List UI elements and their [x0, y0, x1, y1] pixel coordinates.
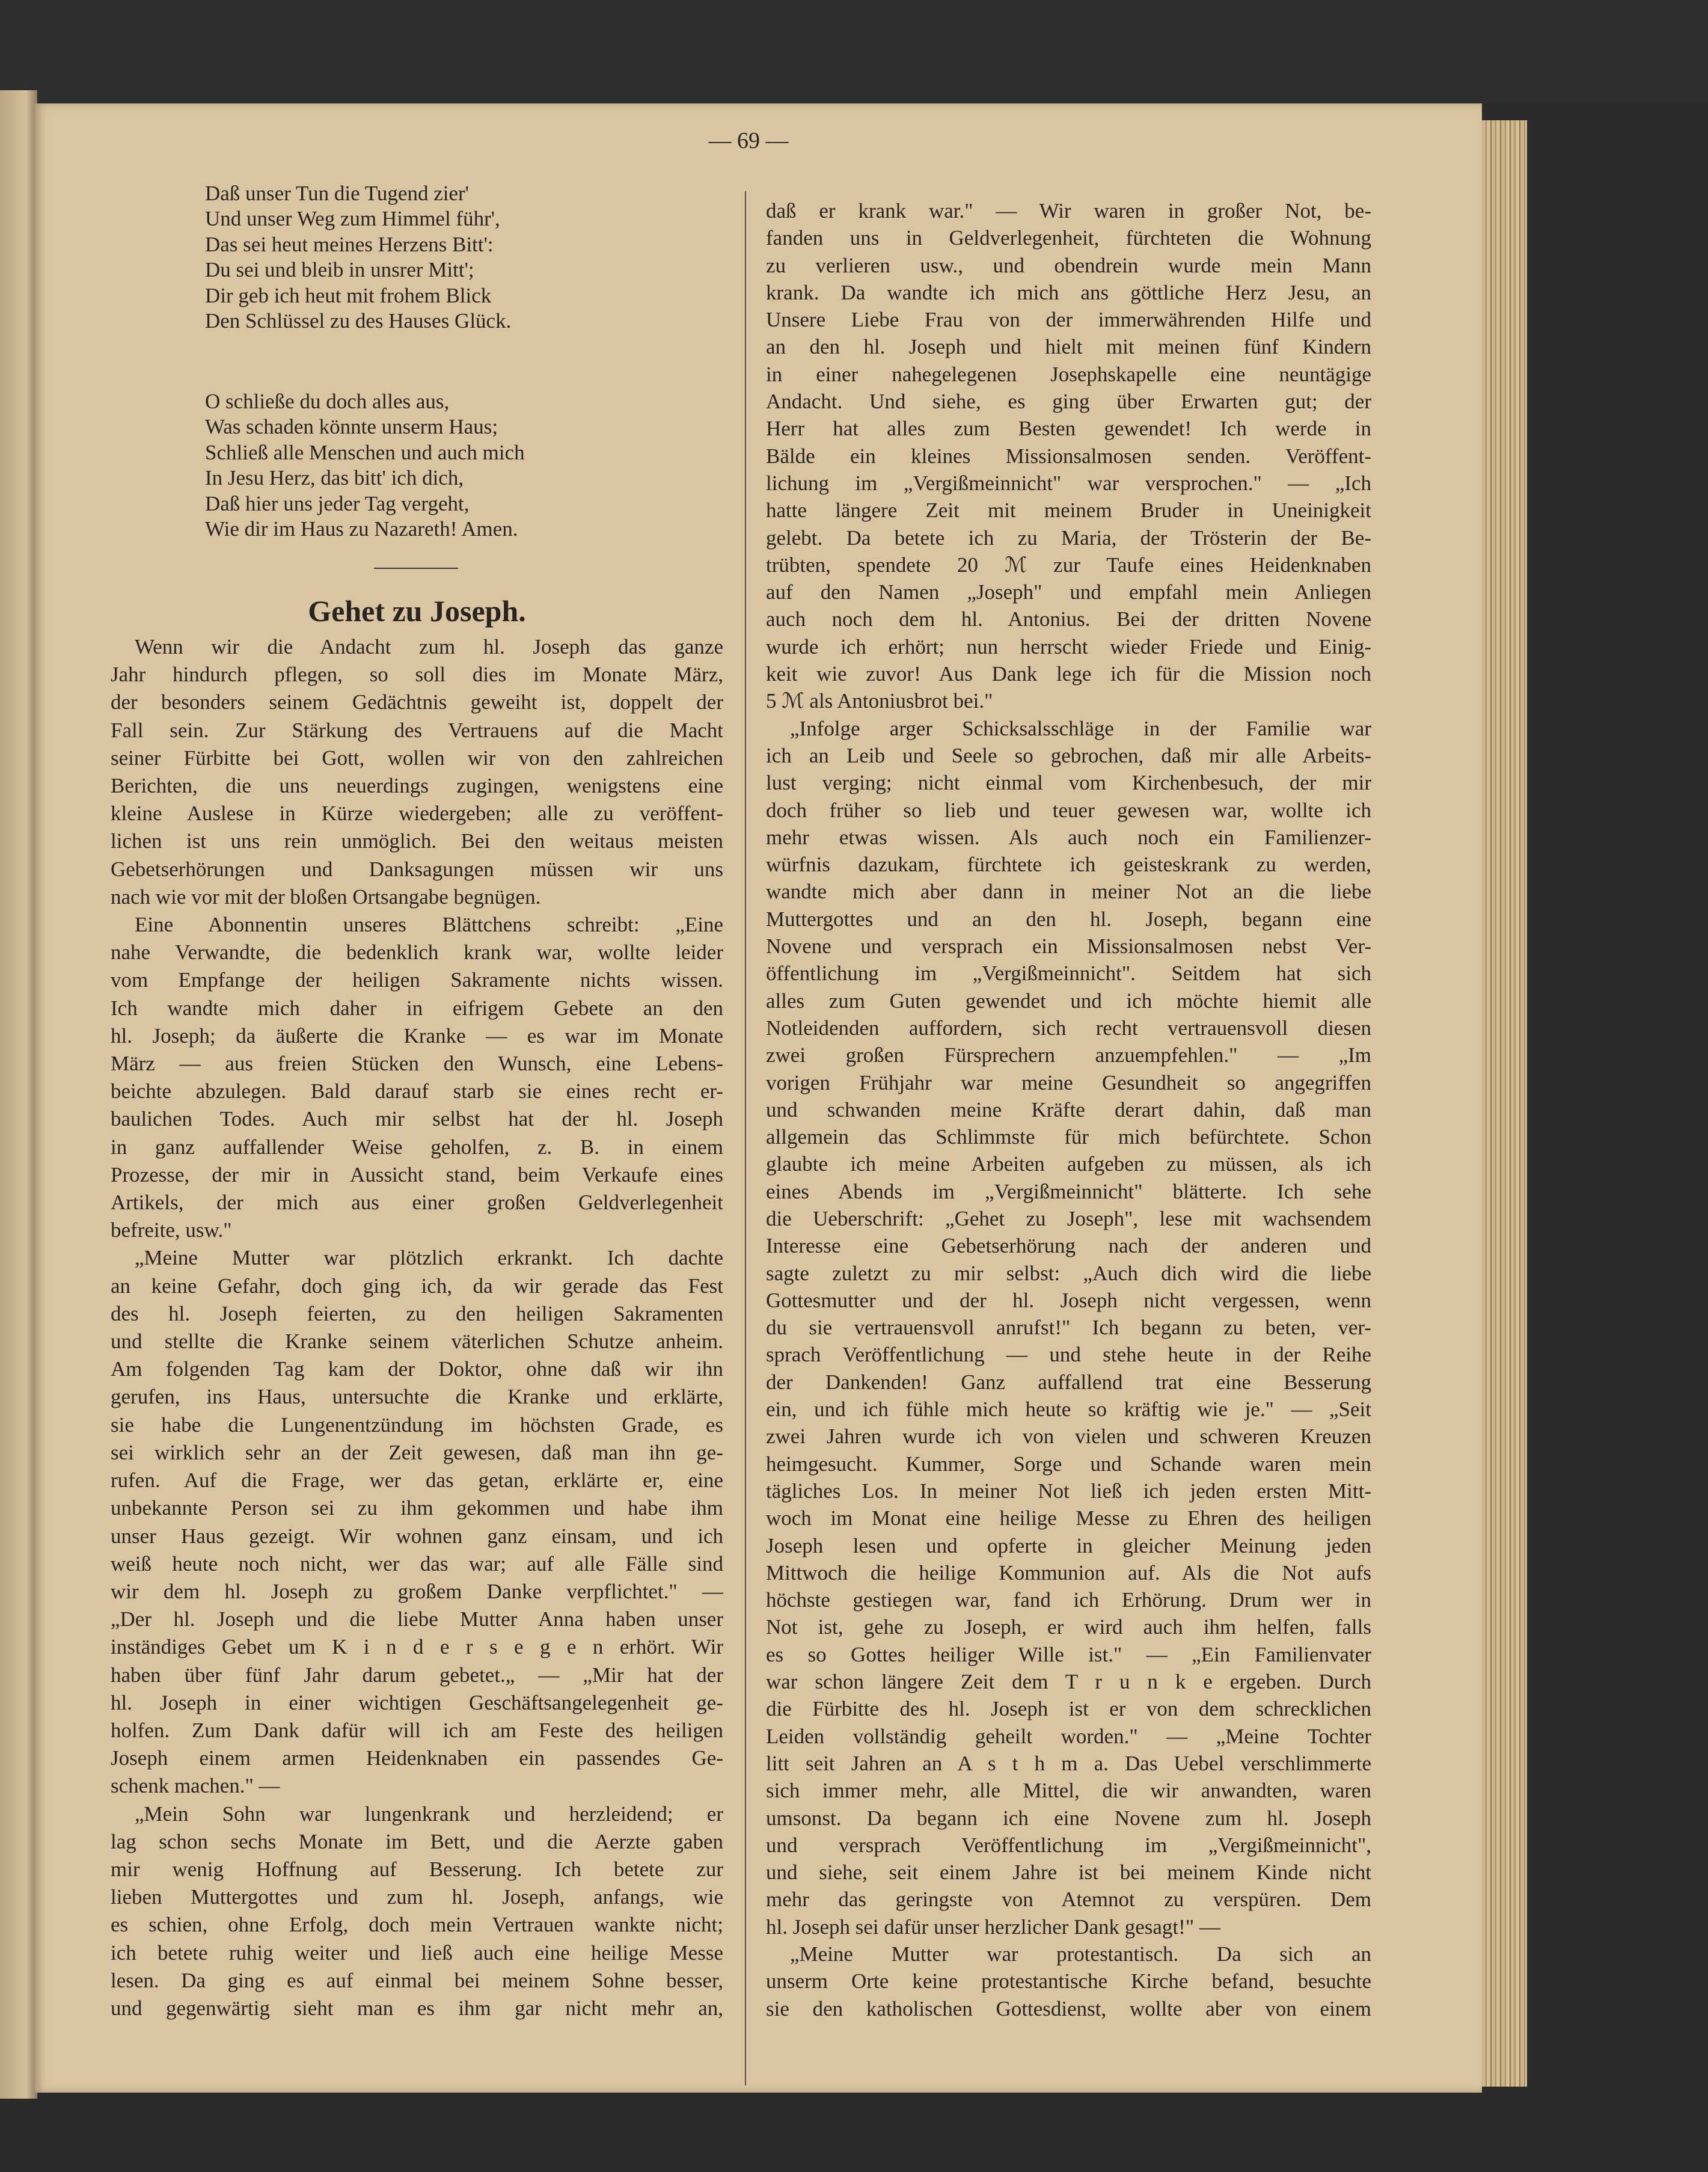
text-line: zu verlieren usw., und obendrein wurde mein Mann	[766, 253, 1371, 277]
text-line: öffentlichung im „Vergißmeinnicht". Seitdem hat sich	[766, 962, 1371, 986]
text-line: „Infolge arger Schicksalsschläge in der Familie war	[790, 716, 1371, 740]
text-line: nach wie vor mit der bloßen Ortsangabe begnügen.	[111, 885, 541, 909]
text-line: ein, und ich fühle mich heute so kräftig wie je." — „Seit	[766, 1397, 1371, 1422]
text-line: tägliches Los. In meiner Not ließ ich jeden ersten Mitt-	[766, 1479, 1371, 1503]
text-line: Not ist, gehe zu Joseph, er wird auch ihm helfen, falls	[766, 1615, 1371, 1639]
text-line: vom Empfange der heiligen Sakramente nichts wissen.	[111, 968, 723, 992]
text-line: lichung im „Vergißmeinnicht" war versprochen." — „Ich	[766, 471, 1371, 495]
text-line: lust verging; nicht einmal vom Kirchenbesuch, der mir	[766, 771, 1371, 795]
paragraph	[111, 1800, 723, 2023]
text-line: gelebt. Da betete ich zu Maria, der Trösterin der Be-	[766, 526, 1371, 550]
text-line: „Der hl. Joseph und die liebe Mutter Anna haben unser	[111, 1607, 723, 1631]
text-line: inständiges Gebet um K i n d e r s e g e n erhört. Wir	[111, 1635, 723, 1659]
text-line: wurde ich erhört; nun herrscht wieder Friede und Einig-	[766, 634, 1371, 658]
text-line: Leiden vollständig geheilt worden." — „Meine Tochter	[766, 1724, 1371, 1748]
paragraph	[111, 1244, 723, 1800]
text-line: der Dankenden! Ganz auffallend trat eine Besserung	[766, 1370, 1371, 1394]
text-line: lag schon sechs Monate im Bett, und die Aerzte gaben	[111, 1829, 723, 1853]
text-line: beichte abzulegen. Bald darauf starb sie eines recht er-	[111, 1079, 723, 1103]
text-line: hatte längere Zeit mit meinem Bruder in Uneinigkeit	[766, 499, 1371, 523]
text-line: 5 ℳ als Antoniusbrot bei."	[766, 689, 993, 713]
text-line: mir wenig Hoffnung auf Besserung. Ich betete zur	[111, 1857, 723, 1881]
text-line: alles zum Guten gewendet und ich möchte hiemit alle	[766, 989, 1371, 1013]
text-line: umsonst. Da begann ich eine Novene zum hl. Joseph	[766, 1806, 1371, 1830]
paragraph	[766, 1940, 1371, 2022]
text-line: „Meine Mutter war plötzlich erkrankt. Ich dachte	[135, 1246, 723, 1270]
poem-stanza	[205, 181, 511, 334]
text-line: kleine Auslese in Kürze wiedergeben; alle zu veröffent-	[111, 802, 723, 826]
text-line: und siehe, seit einem Jahre ist bei meinem Kinde nicht	[766, 1861, 1371, 1885]
paragraph	[766, 715, 1371, 1940]
text-line: baulichen Todes. Auch mir selbst hat der hl. Joseph	[111, 1107, 723, 1131]
text-line: unser Haus gezeigt. Wir wohnen ganz einsam, und ich	[111, 1524, 723, 1548]
text-line: Ich wandte mich daher in eifrigem Gebete an den	[111, 996, 723, 1020]
text-line: sei wirklich sehr an der Zeit gewesen, daß man ihn ge-	[111, 1440, 723, 1464]
text-line: schenk machen." —	[111, 1774, 280, 1798]
text-line: lichen ist uns rein unmöglich. Bei den weitaus meisten	[111, 829, 723, 853]
text-line: Eine Abonnentin unseres Blättchens schreibt: „Eine	[135, 913, 723, 937]
text-line: in einer nahegelegenen Josephskapelle eine neuntägige	[766, 362, 1371, 386]
page-edges	[1482, 120, 1527, 2087]
paragraph	[111, 633, 723, 911]
text-line: wandte mich aber dann in meiner Not an die liebe	[766, 880, 1371, 904]
text-line: zwei großen Fürsprechern anzuempfehlen." — „Im	[766, 1043, 1371, 1067]
text-line: lesen. Da ging es auf einmal bei meinem Sohne besser,	[111, 1968, 723, 1992]
text-line: März — aus freien Stücken den Wunsch, eine Lebens-	[111, 1052, 723, 1076]
text-line: es schien, ohne Erfolg, doch mein Vertrauen wankte nicht;	[111, 1913, 723, 1937]
poem-line: In Jesu Herz, das bitt' ich dich,	[205, 466, 464, 490]
text-line: an keine Gefahr, doch ging ich, da wir gerade das Fest	[111, 1274, 723, 1298]
text-line: Bälde ein kleines Missionsalmosen senden. Veröffent-	[766, 444, 1371, 468]
text-line: woch im Monat eine heilige Messe zu Ehren des heiligen	[766, 1506, 1371, 1530]
text-line: sich immer mehr, alle Mittel, die wir anwandten, waren	[766, 1779, 1371, 1803]
text-line: „Mein Sohn war lungenkrank und herzleidend; er	[135, 1802, 723, 1826]
text-line: auf den Namen „Joseph" und empfahl mein Anliegen	[766, 580, 1371, 604]
text-line: die Ueberschrift: „Gehet zu Joseph", lese mit wachsendem	[766, 1206, 1371, 1230]
background	[0, 0, 1708, 103]
text-line: Interesse eine Gebetserhörung nach der anderen und	[766, 1234, 1371, 1258]
text-line: zwei Jahren wurde ich von vielen und schweren Kreuzen	[766, 1425, 1371, 1449]
text-line: Notleidenden auffordern, sich recht vertrauensvoll diesen	[766, 1016, 1371, 1040]
text-line: es so Gottes heiliger Wille ist." — „Ein Familienvater	[766, 1642, 1371, 1666]
text-line: an den hl. Joseph und hielt mit meinen fünf Kindern	[766, 335, 1371, 359]
text-line: die Fürbitte des hl. Joseph ist er von dem schrecklichen	[766, 1697, 1371, 1721]
text-line: eines Abends im „Vergißmeinnicht" blätterte. Ich sehe	[766, 1179, 1371, 1203]
text-line: Gottesmutter und der hl. Joseph nicht vergessen, wenn	[766, 1288, 1371, 1312]
text-line: wir dem hl. Joseph zu großem Danke verpflichtet." —	[111, 1579, 723, 1603]
left-column	[111, 633, 723, 2022]
text-line: auch noch dem hl. Antonius. Bei der dritten Novene	[766, 607, 1371, 631]
text-line: unbekannte Person sei zu ihm gekommen und habe ihm	[111, 1496, 723, 1520]
section-separator	[374, 568, 458, 569]
text-line: lieben Muttergottes und zum hl. Joseph, anfangs, wie	[111, 1885, 723, 1909]
poem-line: Was schaden könnte unserm Haus;	[205, 415, 498, 439]
text-line: unserm Orte keine protestantische Kirche befand, besuchte	[766, 1969, 1371, 1993]
text-line: Fall sein. Zur Stärkung des Vertrauens auf die Macht	[111, 718, 723, 742]
text-line: würfnis dazukam, fürchtete ich geisteskrank zu werden,	[766, 853, 1371, 877]
text-line: Gebetserhörungen und Danksagungen müssen wir uns	[111, 857, 723, 881]
paragraph	[111, 911, 723, 1244]
text-line: Prozesse, der mir in Aussicht stand, beim Verkaufe eines	[111, 1162, 723, 1186]
text-line: ich an Leib und Seele so gebrochen, daß mir alle Arbeits-	[766, 743, 1371, 767]
text-line: vorigen Frühjahr war meine Gesundheit so angegriffen	[766, 1070, 1371, 1094]
poem-stanza	[205, 389, 525, 542]
text-line: rufen. Auf die Frage, wer das getan, erklärte er, eine	[111, 1468, 723, 1492]
text-line: höchste gestiegen war, fand ich Erhörung. Drum wer in	[766, 1588, 1371, 1612]
text-line: war schon längere Zeit dem T r u n k e ergeben. Durch	[766, 1670, 1371, 1694]
text-line: hl. Joseph sei dafür unser herzlicher Dank gesagt!" —	[766, 1915, 1220, 1939]
text-line: in ganz auffallender Weise geholfen, z. B. in einem	[111, 1135, 723, 1159]
text-line: trübten, spendete 20 ℳ zur Taufe eines Heidenknaben	[766, 553, 1371, 577]
poem-line: Daß unser Tun die Tugend zier'	[205, 182, 469, 205]
poem-line: Du sei und bleib in unsrer Mitt';	[205, 258, 474, 282]
text-line: Novene und versprach ein Missionsalmosen nebst Ver-	[766, 934, 1371, 959]
text-line: Mittwoch die heilige Kommunion auf. Als die Not aufs	[766, 1560, 1371, 1585]
text-line: litt seit Jahren an A s t h m a. Das Uebel verschlimmerte	[766, 1751, 1371, 1775]
page-number: — 69 —	[708, 128, 789, 153]
text-line: der besonders seinem Gedächtnis geweiht ist, doppelt der	[111, 690, 723, 714]
text-line: befreite, usw."	[111, 1218, 232, 1242]
text-line: du sie vertrauensvoll anrufst!" Ich begann zu beten, ver-	[766, 1316, 1371, 1340]
text-line: seiner Fürbitte bei Gott, wollen wir von den zahlreichen	[111, 746, 723, 770]
poem-line: Das sei heut meines Herzens Bitt':	[205, 232, 494, 256]
text-line: Artikels, der mich aus einer großen Geldverlegenheit	[111, 1191, 723, 1215]
text-line: doch früher so lieb und teuer gewesen war, wollte ich	[766, 798, 1371, 822]
text-line: Jahr hindurch pflegen, so soll dies im Monate März,	[111, 663, 723, 687]
text-line: mehr das geringste von Atemnot zu verspüren. Dem	[766, 1888, 1371, 1912]
poem-line: Wie dir im Haus zu Nazareth! Amen.	[205, 517, 518, 541]
text-line: haben über fünf Jahr darum gebetet.„ — „Mir hat der	[111, 1663, 723, 1687]
text-line: und schwanden meine Kräfte derart dahin, daß man	[766, 1097, 1371, 1121]
poem-line: Daß hier uns jeder Tag vergeht,	[205, 491, 470, 515]
text-line: hl. Joseph in einer wichtigen Geschäftsangelegenheit ge-	[111, 1690, 723, 1714]
paragraph	[766, 197, 1371, 715]
text-line: sie den katholischen Gottesdienst, wollte aber von einem	[766, 1996, 1371, 2020]
text-line: und gegenwärtig sieht man es ihm gar nicht mehr an,	[111, 1996, 723, 2020]
text-line: Unsere Liebe Frau von der immerwährenden Hilfe und	[766, 308, 1371, 332]
article-title: Gehet zu Joseph.	[308, 594, 526, 628]
text-line: sagte zuletzt zu mir selbst: „Auch dich wird die liebe	[766, 1261, 1371, 1285]
previous-page-edge	[0, 90, 37, 2099]
text-line: Wenn wir die Andacht zum hl. Joseph das ganze	[135, 635, 723, 658]
text-line: des hl. Joseph feierten, zu den heiligen Sakramenten	[111, 1301, 723, 1325]
text-line: und versprach Veröffentlichung im „Vergißmeinnicht",	[766, 1833, 1371, 1857]
text-line: daß er krank war." — Wir waren in großer Not, be-	[766, 199, 1371, 222]
text-line: „Meine Mutter war protestantisch. Da sich an	[790, 1942, 1371, 1966]
text-line: ich betete ruhig weiter und ließ auch eine heilige Messe	[111, 1940, 723, 1965]
text-line: keit wie zuvor! Aus Dank lege ich für die Mission noch	[766, 662, 1371, 686]
text-line: glaubte ich meine Arbeiten aufgeben zu müssen, als ich	[766, 1152, 1371, 1176]
poem-line: Den Schlüssel zu des Hauses Glück.	[205, 309, 512, 333]
text-line: heimgesucht. Kummer, Sorge und Schande waren mein	[766, 1452, 1371, 1476]
text-line: weiß heute noch nicht, wer das war; auf alle Fälle sind	[111, 1551, 723, 1575]
text-line: holfen. Zum Dank dafür will ich am Feste des heiligen	[111, 1718, 723, 1742]
text-line: Joseph lesen und opferte in gleicher Meinung jeden	[766, 1533, 1371, 1557]
text-line: fanden uns in Geldverlegenheit, fürchteten die Wohnung	[766, 226, 1371, 250]
poem-line: Dir geb ich heut mit frohem Blick	[205, 283, 492, 307]
poem-line: O schließe du doch alles aus,	[205, 390, 450, 413]
text-line: mehr etwas wissen. Als auch noch ein Familienzer-	[766, 825, 1371, 849]
text-line: Muttergottes und an den hl. Joseph, begann eine	[766, 907, 1371, 931]
text-line: Berichten, die uns neuerdings zugingen, wenigstens eine	[111, 774, 723, 798]
column-divider	[745, 191, 746, 2085]
text-line: Herr hat alles zum Besten gewendet! Ich werde in	[766, 417, 1371, 441]
right-column	[766, 197, 1371, 2022]
text-line: sprach Veröffentlichung — und stehe heute in der Reihe	[766, 1343, 1371, 1367]
text-line: Am folgenden Tag kam der Doktor, ohne daß wir ihn	[111, 1357, 723, 1381]
text-line: und stellte die Kranke seinem väterlichen Schutze anheim.	[111, 1330, 723, 1354]
text-line: sie habe die Lungenentzündung im höchsten Grade, es	[111, 1413, 723, 1437]
text-line: gerufen, ins Haus, untersuchte die Kranke und erklärte,	[111, 1385, 723, 1409]
text-line: Andacht. Und siehe, es ging über Erwarten gut; der	[766, 390, 1371, 414]
text-line: krank. Da wandte ich mich ans göttliche Herz Jesu, an	[766, 280, 1371, 304]
text-line: Joseph einem armen Heidenknaben ein passendes Ge-	[111, 1746, 723, 1770]
text-line: allgemein das Schlimmste für mich befürchtete. Schon	[766, 1125, 1371, 1149]
poem-line: Schließ alle Menschen und auch mich	[205, 440, 525, 464]
text-line: hl. Joseph; da äußerte die Kranke — es war im Monate	[111, 1023, 723, 1048]
text-line: nahe Verwandte, die bedenklich krank war, wollte leider	[111, 940, 723, 965]
poem-line: Und unser Weg zum Himmel führ',	[205, 207, 500, 231]
